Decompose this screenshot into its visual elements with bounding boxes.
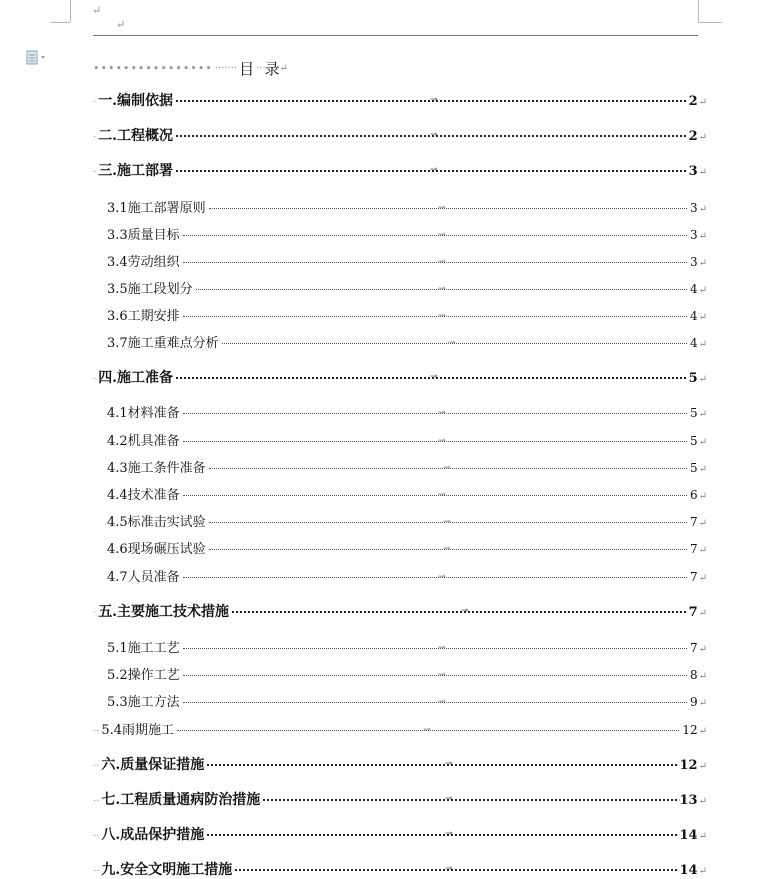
dot-leader <box>222 338 687 348</box>
document-icon[interactable] <box>26 50 48 66</box>
paragraph-mark: ↵ <box>698 866 707 877</box>
dot-leader <box>183 490 687 500</box>
paragraph-mark: ↵ <box>698 608 707 619</box>
dot-leader <box>177 725 679 735</box>
dot-leader <box>176 130 686 140</box>
paragraph-mark: ↵ <box>698 167 707 178</box>
paragraph-mark: ↵ <box>698 285 707 296</box>
toc-entry-label: 4.3施工条件准备 <box>107 461 206 476</box>
toc-entry-label: 3.1施工部署原则 <box>107 201 206 216</box>
dot-leader <box>207 759 676 769</box>
toc-entry[interactable] <box>93 859 707 879</box>
tab-mark: → <box>430 165 438 175</box>
toc-entry-label: 4.5标准击实试验 <box>107 515 206 530</box>
toc-entry-label: 八.成品保护措施 <box>101 827 205 843</box>
toc-page-number: 13 <box>679 793 698 808</box>
paragraph-mark: ↵ <box>698 761 707 772</box>
toc-entry[interactable] <box>107 224 707 243</box>
dot-leader <box>183 257 687 267</box>
toc-entry-label: 3.7施工重难点分析 <box>107 336 219 351</box>
tab-mark: → <box>445 794 453 804</box>
toc-entry[interactable] <box>107 197 707 216</box>
toc-page-number: 7 <box>689 515 698 529</box>
margin-corner-top-right-h <box>698 22 722 23</box>
dot-leader <box>209 544 687 554</box>
title-char-right: 录 <box>264 60 280 78</box>
tab-mark: → <box>438 490 446 500</box>
toc-title <box>93 58 288 79</box>
toc-entry[interactable] <box>107 691 707 710</box>
toc-entry[interactable] <box>93 367 707 387</box>
margin-corner-top-right <box>698 0 699 22</box>
toc-page-number: 6 <box>689 488 698 502</box>
title-char-left: 目 <box>239 60 255 78</box>
toc-page-number: 2 <box>688 129 698 144</box>
tab-mark: → <box>445 864 453 874</box>
tab-mark: → <box>438 670 446 680</box>
tab-mark: → <box>443 517 451 527</box>
dot-leader <box>209 517 687 527</box>
toc-entry[interactable] <box>93 601 707 621</box>
toc-entry[interactable] <box>93 719 707 738</box>
toc-entry[interactable] <box>107 251 707 270</box>
leading-space-marks: · <box>93 132 97 143</box>
toc-entry[interactable] <box>107 538 707 557</box>
dot-leader <box>196 284 687 294</box>
paragraph-mark: ↵ <box>698 97 707 108</box>
dot-leader <box>183 436 687 446</box>
toc-entry-label: 5.3施工方法 <box>107 695 180 710</box>
tab-mark: → <box>438 697 446 707</box>
toc-page-number: 7 <box>689 641 698 655</box>
dot-leader <box>176 372 686 382</box>
toc-page-number: 14 <box>679 863 698 878</box>
toc-entry-label: 5.2操作工艺 <box>107 668 180 683</box>
dot-leader <box>183 408 687 418</box>
toc-entry[interactable] <box>107 664 707 683</box>
dot-leader <box>183 572 687 582</box>
toc-entry[interactable] <box>107 430 707 449</box>
toc-entry[interactable] <box>93 754 707 774</box>
tab-mark: → <box>430 372 438 382</box>
dot-leader <box>183 311 687 321</box>
dot-leader <box>235 864 676 874</box>
paragraph-mark: ↵ <box>698 573 707 584</box>
leading-space-marks: ·· <box>93 796 100 807</box>
toc-entry[interactable] <box>93 90 707 110</box>
tab-mark: → <box>438 230 446 240</box>
leading-space-marks: ·· <box>93 761 100 772</box>
toc-page-number: 4 <box>689 309 698 323</box>
toc-entry[interactable] <box>107 637 707 656</box>
toc-entry-label: 一.编制依据 <box>98 93 174 109</box>
dot-leader <box>183 670 687 680</box>
toc-entry-label: 四.施工准备 <box>98 370 174 386</box>
title-leader-dots: •••••••••••••••• <box>93 62 213 75</box>
dot-leader <box>209 203 687 213</box>
toc-entry-label: 4.2机具准备 <box>107 434 180 449</box>
toc-entry-label: 七.工程质量通病防治措施 <box>101 792 261 808</box>
paragraph-mark: ↵ <box>698 437 707 448</box>
toc-entry[interactable] <box>107 278 707 297</box>
paragraph-mark: ↵ <box>698 491 707 502</box>
header-divider <box>93 35 698 36</box>
toc-page-number: 5 <box>689 406 698 420</box>
toc-entry[interactable] <box>107 305 707 324</box>
leading-space-marks: · <box>93 374 97 385</box>
tab-mark: → <box>445 829 453 839</box>
paragraph-mark: ↵ <box>698 796 707 807</box>
leading-space-marks: · <box>93 97 97 108</box>
margin-corner-top-left <box>70 0 71 22</box>
toc-entry[interactable] <box>93 824 707 844</box>
dot-leader <box>263 794 676 804</box>
paragraph-mark: ↵ <box>698 726 707 737</box>
toc-page-number: 5 <box>689 461 698 475</box>
toc-page-number: 3 <box>689 255 698 269</box>
toc-entry[interactable] <box>107 332 707 351</box>
paragraph-mark: ↵ <box>698 831 707 842</box>
toc-entry-label: 三.施工部署 <box>98 163 174 179</box>
tab-mark: → <box>438 436 446 446</box>
toc-entry-label: 5.4雨期施工 <box>101 723 175 738</box>
paragraph-mark: ↵ <box>698 671 707 682</box>
paragraph-mark: ↵ <box>698 409 707 420</box>
toc-entry[interactable] <box>107 457 707 476</box>
toc-page-number: 12 <box>682 723 698 737</box>
toc-entry-label: 九.安全文明施工措施 <box>101 862 233 878</box>
toc-page-number: 7 <box>688 605 698 620</box>
leading-space-marks: · <box>93 167 97 178</box>
paragraph-mark: ↵ <box>698 231 707 242</box>
dot-leader <box>207 829 676 839</box>
paragraph-mark: ↵ <box>698 132 707 143</box>
toc-entry-label: 4.1材料准备 <box>107 406 180 421</box>
paragraph-mark: ↵ <box>698 374 707 385</box>
paragraph-mark: ↵ <box>92 4 102 17</box>
tab-mark: → <box>443 544 451 554</box>
paragraph-mark: ↵ <box>698 545 707 556</box>
paragraph-mark: ↵ <box>698 339 707 350</box>
leading-space-marks: · <box>93 608 97 619</box>
dot-leader <box>232 606 686 616</box>
toc-page-number: 5 <box>688 371 698 386</box>
toc-entry-label: 3.4劳动组织 <box>107 255 180 270</box>
toc-page-number: 4 <box>689 336 698 350</box>
title-separator: ·· <box>256 63 263 74</box>
title-leader-dots-small: ······· <box>214 63 238 74</box>
toc-page-number: 5 <box>689 434 698 448</box>
tab-mark: → <box>445 759 453 769</box>
dot-leader <box>183 230 687 240</box>
toc-page-number: 2 <box>688 94 698 109</box>
paragraph-mark: ↵ <box>698 312 707 323</box>
toc-page-number: 3 <box>688 164 698 179</box>
toc-page-number: 4 <box>689 282 698 296</box>
toc-entry-label: 五.主要施工技术措施 <box>98 604 230 620</box>
toc-entry[interactable] <box>93 789 707 809</box>
paragraph-mark: ↵ <box>698 204 707 215</box>
toc-entry-label: 六.质量保证措施 <box>101 757 205 773</box>
toc-page-number: 7 <box>689 542 698 556</box>
toc-entry-label: 4.7人员准备 <box>107 570 180 585</box>
toc-page-number: 7 <box>689 570 698 584</box>
dot-leader <box>183 643 687 653</box>
tab-mark: → <box>438 284 446 294</box>
tab-mark: → <box>443 463 451 473</box>
tab-mark: → <box>461 606 469 616</box>
toc-entry[interactable] <box>107 402 707 421</box>
paragraph-mark: ↵ <box>279 63 288 74</box>
toc-page-number: 9 <box>689 695 698 709</box>
dot-leader <box>209 463 687 473</box>
toc-entry-label: 5.1施工工艺 <box>107 641 180 656</box>
paragraph-mark: ↵ <box>698 698 707 709</box>
toc-page-number: 8 <box>689 668 698 682</box>
tab-mark: → <box>438 572 446 582</box>
paragraph-mark: ↵ <box>116 18 126 31</box>
toc-entry[interactable] <box>93 160 707 180</box>
toc-page-number: 14 <box>679 828 698 843</box>
tab-mark: → <box>438 257 446 267</box>
margin-corner-top-left-h <box>50 22 70 23</box>
toc-entry[interactable] <box>107 566 707 585</box>
dot-leader <box>176 165 686 175</box>
toc-page-number: 3 <box>689 228 698 242</box>
toc-page-number: 12 <box>679 758 698 773</box>
toc-entry-label: 3.5施工段划分 <box>107 282 193 297</box>
tab-mark: → <box>438 408 446 418</box>
leading-space-marks: ·· <box>93 866 100 877</box>
toc-entry-label: 3.6工期安排 <box>107 309 180 324</box>
paragraph-mark: ↵ <box>698 464 707 475</box>
paragraph-mark: ↵ <box>698 518 707 529</box>
tab-mark: → <box>430 95 438 105</box>
toc-entry-label: 4.4技术准备 <box>107 488 180 503</box>
tab-mark: → <box>448 338 456 348</box>
tab-mark: → <box>438 203 446 213</box>
paragraph-mark: ↵ <box>698 644 707 655</box>
paragraph-mark: ↵ <box>698 258 707 269</box>
dot-leader <box>176 95 686 105</box>
tab-mark: → <box>423 725 431 735</box>
dot-leader <box>183 697 687 707</box>
tab-mark: → <box>438 311 446 321</box>
tab-mark: → <box>438 643 446 653</box>
toc-entry-label: 4.6现场碾压试验 <box>107 542 206 557</box>
toc-entry[interactable] <box>107 484 707 503</box>
tab-mark: → <box>430 130 438 140</box>
toc-entry[interactable] <box>107 511 707 530</box>
toc-page-number: 3 <box>689 201 698 215</box>
toc-entry-label: 二.工程概况 <box>98 128 174 144</box>
leading-space-marks: ·· <box>93 831 100 842</box>
toc-entry-label: 3.3质量目标 <box>107 228 180 243</box>
leading-space-marks: ·· <box>93 726 100 737</box>
toc-entry[interactable] <box>93 125 707 145</box>
